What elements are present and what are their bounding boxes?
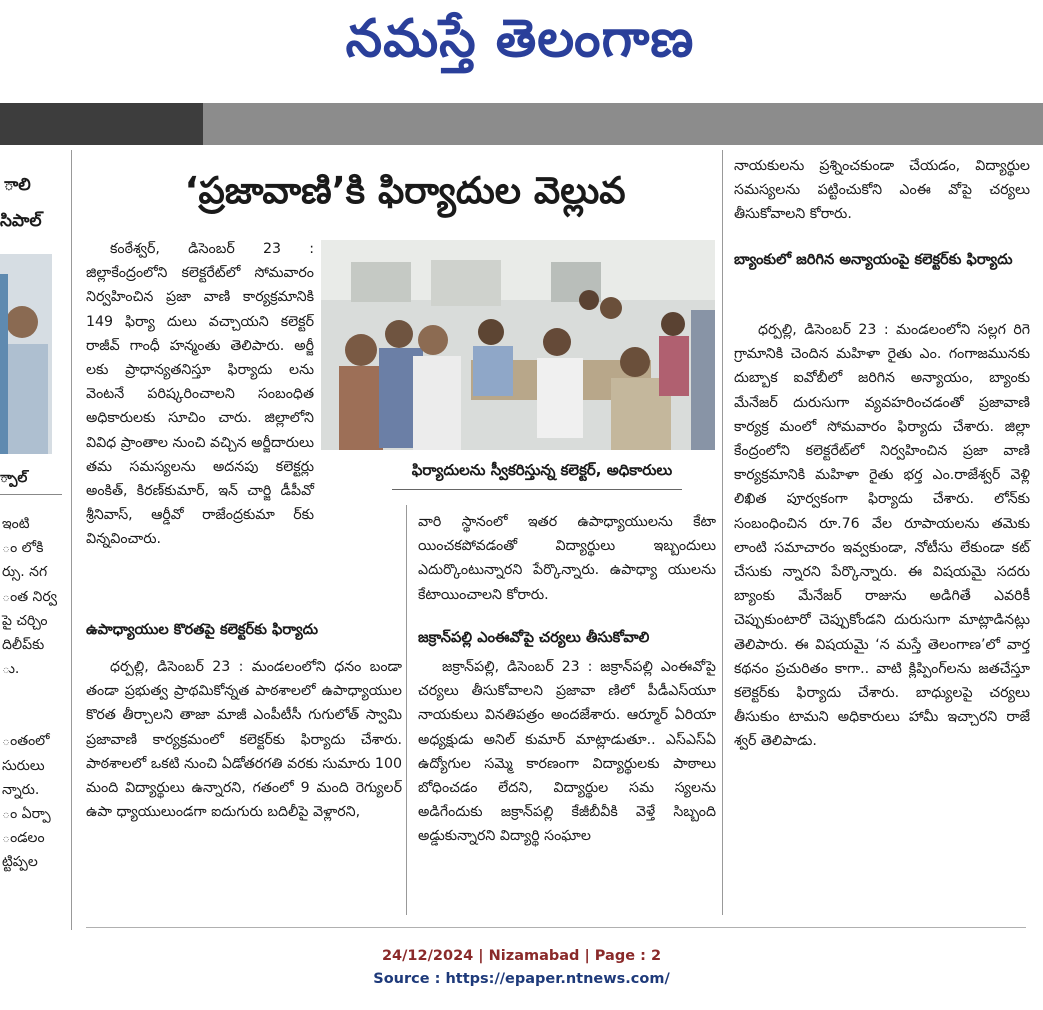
strip-line: ు. bbox=[2, 661, 20, 678]
col2-subheading: జక్రాన్‌పల్లి ఎంఈవోపై చర్యలు తీసుకోవాలి bbox=[418, 629, 650, 646]
col1-para2-box bbox=[86, 655, 402, 915]
strip-line: పై చర్చిం bbox=[2, 612, 48, 629]
col2-para1: వారి స్థానంలో ఇతర ఉపాధ్యాయులను కేటా యించకపోవడంతో విద్యార్థులు ఇబ్బందులు ఎదుర్కొంటున్నారని పేర్కొన్నారు. ఉపాధ్యా యులను కేటాయించాలని కోరారు. bbox=[418, 514, 716, 603]
article-col1-para1-bottom bbox=[86, 510, 402, 620]
col2-para2: జక్రాన్‌పల్లి, డిసెంబర్‌ 23 : జక్రాన్‌పల్లి ఎంఈవోపై చర్యలు తీసుకోవాలని ప్రజావా ణిలో పీడీఎస్‌యూ నాయకులు వినతిపత్రం అందజేశారు. ఆర్మూర్‌ ఏరియా అధ్యక్షుడు అనిల్‌ కుమార్‌ మాట్లాడుతూ.. ఎస్‌ఎస్‌ఏ ఉద్యోగుల సమ్మె కారణంగా విద్యార్థులకు పాఠాలు బోధించడం లేదని, విద్యార్థుల సమ స్యలను అడిగేందుకు జక్రాన్‌పల్లి కేజీబీవీకి వెళ్తే సిబ్బంది అడ్డుకున్నారని విద్యార్థి సంఘాల bbox=[418, 659, 716, 845]
strip-divider bbox=[0, 494, 62, 495]
strip-line: ం లోకి bbox=[2, 540, 44, 557]
photo-collectorate-scene bbox=[321, 240, 715, 450]
article-headline: ‘ప్రజావాణి’కి ఫిర్యాదుల వెల్లువ bbox=[184, 169, 626, 212]
footer-source-link[interactable]: Source : https://epaper.ntnews.com/ bbox=[373, 971, 670, 987]
strip-photo bbox=[0, 254, 52, 454]
strip-photo-caption: ్పాల్ bbox=[0, 470, 28, 486]
strip-line: ంత నిర్వ bbox=[2, 588, 58, 605]
col3-subheading: బ్యాంకులో జరిగిన అన్యాయంపై కలెక్టర్‌కు ఫిర్యాదు bbox=[734, 251, 1013, 268]
strip-heading-2: సిపాల్ bbox=[0, 211, 42, 231]
header-bar-grey bbox=[203, 103, 1043, 145]
article-col1-para1-top bbox=[86, 237, 314, 548]
col1-subhead-box bbox=[86, 618, 402, 644]
col3-para2-box bbox=[734, 318, 1030, 903]
strip-line: ం ఏర్పా bbox=[2, 806, 51, 823]
strip-line: ఇంటి bbox=[2, 516, 30, 532]
col2-para2-box bbox=[418, 655, 716, 915]
strip-line: సురులు bbox=[2, 757, 45, 774]
col1-subheading: ఉపాధ్యాయుల కొరతపై కలెక్టర్‌కు ఫిర్యాదు bbox=[86, 621, 319, 638]
strip-line: ండలం bbox=[2, 830, 45, 847]
col3-para1-box bbox=[734, 154, 1030, 238]
strip-lines bbox=[2, 512, 57, 875]
column-rule-left bbox=[71, 150, 72, 930]
masthead bbox=[0, 0, 1043, 100]
strip-line bbox=[2, 705, 57, 729]
strip-line bbox=[2, 681, 57, 705]
strip-line: ంతంలో bbox=[2, 733, 50, 750]
col3-subhead-box bbox=[734, 245, 1030, 307]
col1-para2: ధర్పల్లి, డిసెంబర్‌ 23 : మండలంలోని ధనం బండా తండా ప్రభుత్వ ప్రాథమికోన్నత పాఠశాలలో ఉపాధ్యాయుల కొరత తీర్చాలని తాజా మాజీ ఎంపీటీసీ గుగులోత్‌ స్వామి ప్రజావాణి కార్యక్రమంలో కలెక్టర్‌కు ఫిర్యాదు చేశారు. పాఠశాలలో ఒకటి నుంచి ఏడోతరగతి వరకు సుమారు 100 మంది విద్యార్థులు ఉన్నారని, గతంలో 9 మంది రెగ్యులర్‌ ఉపా ధ్యాయులుండగా ఐదుగురు బదిలీపై వెళ్లారని, bbox=[86, 659, 402, 821]
footer-rule bbox=[86, 927, 1026, 928]
column-rule-1 bbox=[406, 505, 407, 915]
col1-para1: కంఠేశ్వర్‌, డిసెంబర్‌ 23 : జిల్లాకేంద్రంలోని కలెక్టరేట్‌లో సోమవారం నిర్వహించిన ప్రజా వాణి కార్యక్రమానికి 149 ఫిర్యా దులు వచ్చాయని కలెక్టర్‌ రాజీవ్‌ గాంధీ హన్మంతు తెలిపారు. అర్జీ లకు ప్రాధాన్యతనిస్తూ ఫిర్యాదు లను వెంటనే పరిష్కరించాలని సంబంధిత అధికారులకు సూచిం చారు. జిల్లాలోని వివిధ ప్రాంతాల నుంచి వచ్చిన అర్జీదారులు తమ సమస్యలను అదనపు కలెక్టర్లు అంకిత్‌, కిరణ్‌కుమార్‌, ఇన్‌ చార్జి డీపీవో శ్రీనివాస్‌, ఆర్డీవో రాజేంద్రకుమా ర్‌కు విన్నవించారు. bbox=[86, 241, 314, 548]
newspaper-logo: నమస్తే తెలంగాణ bbox=[345, 8, 695, 69]
col2-para1-box bbox=[418, 510, 716, 610]
strip-line: ట్టిప్పల bbox=[2, 854, 38, 871]
header-bar-dark bbox=[0, 103, 203, 145]
col3-para1: నాయకులను ప్రశ్నించకుండా చేయడం, విద్యార్థుల సమస్యలను పట్టించుకోని ఎంఈ వోపై చర్యలు తీసుకోవాలని కోరారు. bbox=[734, 158, 1030, 223]
col3-para2: ధర్పల్లి, డిసెంబర్‌ 23 : మండలంలోని సల్లగ రిగె గ్రామానికి చెందిన మహిళా రైతు ఎం. గంగాజమునకు దుబ్బాక ఐవోబీలో జరిగిన అన్యాయం, బ్యాంకు మేనేజర్‌ దురుసుగా వ్యవహరించడంతో ప్రజావాణి కార్యక్ర మంలో సోమవారం ఫిర్యాదు చేశారు. జిల్లా కేంద్రంలోని కలెక్టరేట్‌లో నిర్వహించిన ప్రజా వాణి కార్యక్రమానికి మహిళా రైతు భర్త ఎం.రాజేశ్వర్‌ వెళ్లి లిఖిత పూర్వకంగా ఫిర్యాదు చేశారు. లోన్‌కు సంబంధించిన రూ.76 వేల రూపాయలను తమెకు లాంటి సమాచారం ఇవ్వకుండా, నోటీసు లేకుండా కట్‌ చేసుకు న్నారని పేర్కొన్నారు. ఈ విషయమై సదరు బ్యాంకు మేనేజర్‌ రాజును అడిగితే ఎవరికీ చెప్పుకుంటారో చెప్పుకోండని దురుసుగా మాట్లాడినట్లు తెలిపారు. ఈ విషయమై ‘న మస్తే తెలంగాణ’లో వార్త కథనం ప్రచురితం కాగా.. వాటి క్లిప్పింగ్‌లను జతచేస్తూ కలెక్టర్‌కు ఫిర్యాదు చేశారు. బాధ్యులపై చర్యలు తీసుకుం టామని అధికారులు హామీ ఇచ్చారని రాజే శ్వర్‌ తెలిపాడు. bbox=[734, 322, 1030, 750]
footer-edition-info: 24/12/2024 | Nizamabad | Page : 2 bbox=[381, 948, 662, 964]
strip-line: ర్సు. నగ bbox=[2, 564, 48, 581]
strip-line: దిలీప్‌కు bbox=[2, 637, 45, 654]
strip-line: న్నారు. bbox=[2, 781, 40, 798]
strip-photo-figure bbox=[0, 254, 52, 454]
photo-caption: ఫిర్యాదులను స్వీకరిస్తున్న కలెక్టర్‌, అధికారులు bbox=[411, 461, 673, 479]
adjacent-article-strip bbox=[0, 160, 62, 940]
strip-heading-1: ాలి bbox=[4, 175, 31, 195]
article-photo bbox=[321, 240, 715, 450]
col2-subhead-box bbox=[418, 626, 716, 652]
column-rule-2 bbox=[722, 150, 723, 915]
caption-underline bbox=[392, 489, 682, 490]
